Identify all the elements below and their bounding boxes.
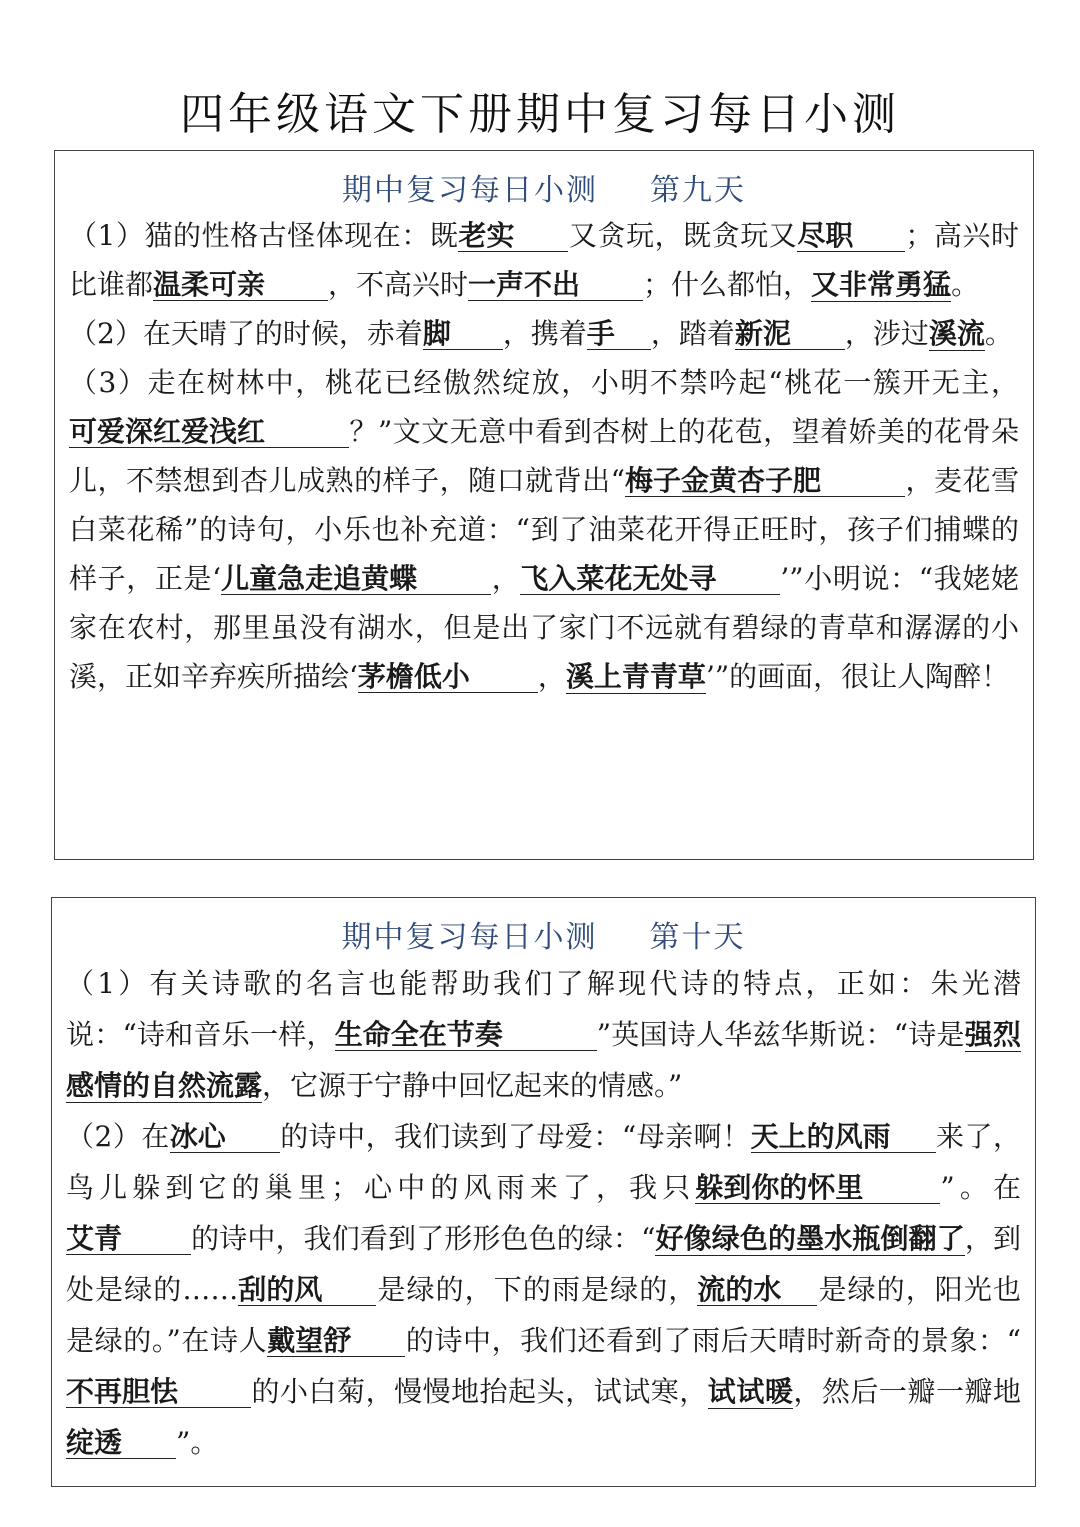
answer-blank[interactable]: 艾青 <box>66 1224 191 1255</box>
answer-blank[interactable]: 又非常勇猛 <box>811 268 952 301</box>
section-heading-label: 期中复习每日小测 <box>342 173 598 208</box>
answer-blank[interactable]: 溪上青青草 <box>565 660 706 693</box>
answer-blank[interactable]: 绽透 <box>66 1428 176 1459</box>
question-text: 。 <box>951 268 980 301</box>
answer-blank[interactable]: 梅子金黄杏子肥 <box>625 466 905 497</box>
question-text: ，麦花雪白菜花稀”的诗句，小乐也补充道：“到了油菜花开得正旺时，孩子们捕蝶的样子，正是‘ <box>69 464 1019 595</box>
question-text: （2）在 <box>66 1120 170 1153</box>
question-text: ”英国诗人华兹华斯说：“诗是 <box>596 1018 965 1051</box>
answer-blank[interactable]: 流的水 <box>697 1275 817 1306</box>
quiz-section-day10 <box>51 897 1036 1487</box>
answer-blank[interactable]: 可爱深红爱浅红 <box>69 417 349 448</box>
answer-blank[interactable]: 脚 <box>423 319 503 350</box>
question-text: 是绿的，阳光也是绿的。”在诗人 <box>66 1273 1021 1357</box>
question-text: ；什么都怕， <box>643 268 812 301</box>
question-text: ”。 <box>176 1426 219 1459</box>
answer-blank[interactable]: 老实 <box>458 221 568 252</box>
question-2 <box>66 1111 1021 1468</box>
answer-blank[interactable]: 飞入菜花无处寻 <box>520 564 780 595</box>
section-heading <box>66 912 1021 956</box>
answer-blank[interactable]: 躲到你的怀里 <box>695 1173 940 1204</box>
question-text: ，它源于宁静中回忆起来的情感。” <box>262 1069 683 1102</box>
page-title: 四年级语文下册期中复习每日小测 <box>180 89 900 140</box>
question-text: 。 <box>984 317 1013 350</box>
answer-blank[interactable]: 溪流 <box>928 317 985 350</box>
question-text: ’”小明说：“我姥姥家在农村，那里虽没有湖水，但是出了家门不远就有碧绿的青草和潺潺的小溪，正如辛弃疾所描绘‘ <box>69 562 1019 693</box>
question-text: ，然后一瓣一瓣地 <box>793 1375 1021 1408</box>
question-text: ， <box>537 660 566 693</box>
answer-blank[interactable]: 一声不出 <box>468 270 643 301</box>
answer-blank[interactable]: 儿童急走追黄蝶 <box>221 564 491 595</box>
question-text: ’”的画面，很让人陶醉！ <box>705 660 1010 693</box>
question-text: 来了，鸟儿躲到它的巢里；心中的风雨来了，我只 <box>66 1120 1021 1204</box>
question-1 <box>69 211 1019 309</box>
question-2 <box>69 309 1019 358</box>
question-text: ”。在 <box>940 1171 1021 1204</box>
question-text: ，不高兴时 <box>328 268 469 301</box>
section-heading <box>69 165 1019 209</box>
section-day-label: 第十天 <box>649 920 746 955</box>
answer-blank[interactable]: 强烈感情的自然流露 <box>66 1018 1021 1102</box>
question-3 <box>69 358 1019 701</box>
answer-blank[interactable]: 生命全在节奏 <box>335 1020 597 1051</box>
question-text: ，踏着 <box>650 317 735 350</box>
answer-blank[interactable]: 不再胆怯 <box>66 1377 251 1408</box>
answer-blank[interactable]: 刮的风 <box>238 1275 376 1306</box>
answer-blank[interactable]: 天上的风雨 <box>751 1122 936 1153</box>
question-text: 的诗中，我们看到了形形色色的绿：“ <box>191 1222 656 1255</box>
question-text: 的小白菊，慢慢地抬起头，试试寒， <box>251 1375 708 1408</box>
question-text: ？”文文无意中看到杏树上的花苞，望着娇美的花骨朵儿，不禁想到杏儿成熟的样子，随口就背出“ <box>69 415 1019 497</box>
question-text: （1）猫的性格古怪体现在：既 <box>69 219 459 252</box>
answer-blank[interactable]: 戴望舒 <box>267 1326 405 1357</box>
answer-blank[interactable]: 茅檐低小 <box>358 662 538 693</box>
answer-blank[interactable]: 尽职 <box>797 221 905 252</box>
answer-blank[interactable]: 手 <box>587 319 651 350</box>
question-text: （3）走在树林中，桃花已经傲然绽放，小明不禁吟起“桃花一簇开无主， <box>69 366 1019 399</box>
question-text: ；高兴时比谁都 <box>69 219 1019 301</box>
quiz-section-day9 <box>54 150 1034 860</box>
answer-blank[interactable]: 试试暖 <box>707 1375 794 1408</box>
answer-blank[interactable]: 冰心 <box>170 1122 280 1153</box>
section-heading-label: 期中复习每日小测 <box>341 920 598 955</box>
question-text: （2）在天晴了的时候，赤着 <box>69 317 423 350</box>
question-text: 的诗中，我们读到了母爱：“母亲啊！ <box>279 1120 751 1153</box>
question-text: 是绿的，下的雨是绿的， <box>376 1273 698 1306</box>
answer-blank[interactable]: 新泥 <box>735 319 845 350</box>
question-text: ，涉过 <box>844 317 929 350</box>
question-text: ，携着 <box>502 317 587 350</box>
question-text: ，到处是绿的…… <box>66 1222 1021 1306</box>
answer-blank[interactable]: 温柔可亲 <box>153 270 328 301</box>
answer-blank[interactable]: 好像绿色的墨水瓶倒翻了 <box>655 1222 965 1255</box>
question-text: （1）有关诗歌的名言也能帮助我们了解现代诗的特点，正如：朱光潜说：“诗和音乐一样， <box>66 967 1021 1051</box>
section-day-label: 第九天 <box>650 173 746 208</box>
question-1 <box>66 958 1021 1111</box>
question-text: ， <box>491 562 521 595</box>
question-text: 的诗中，我们还看到了雨后天晴时新奇的景象：“ <box>405 1324 1021 1357</box>
question-text: 又贪玩，既贪玩又 <box>568 219 798 252</box>
